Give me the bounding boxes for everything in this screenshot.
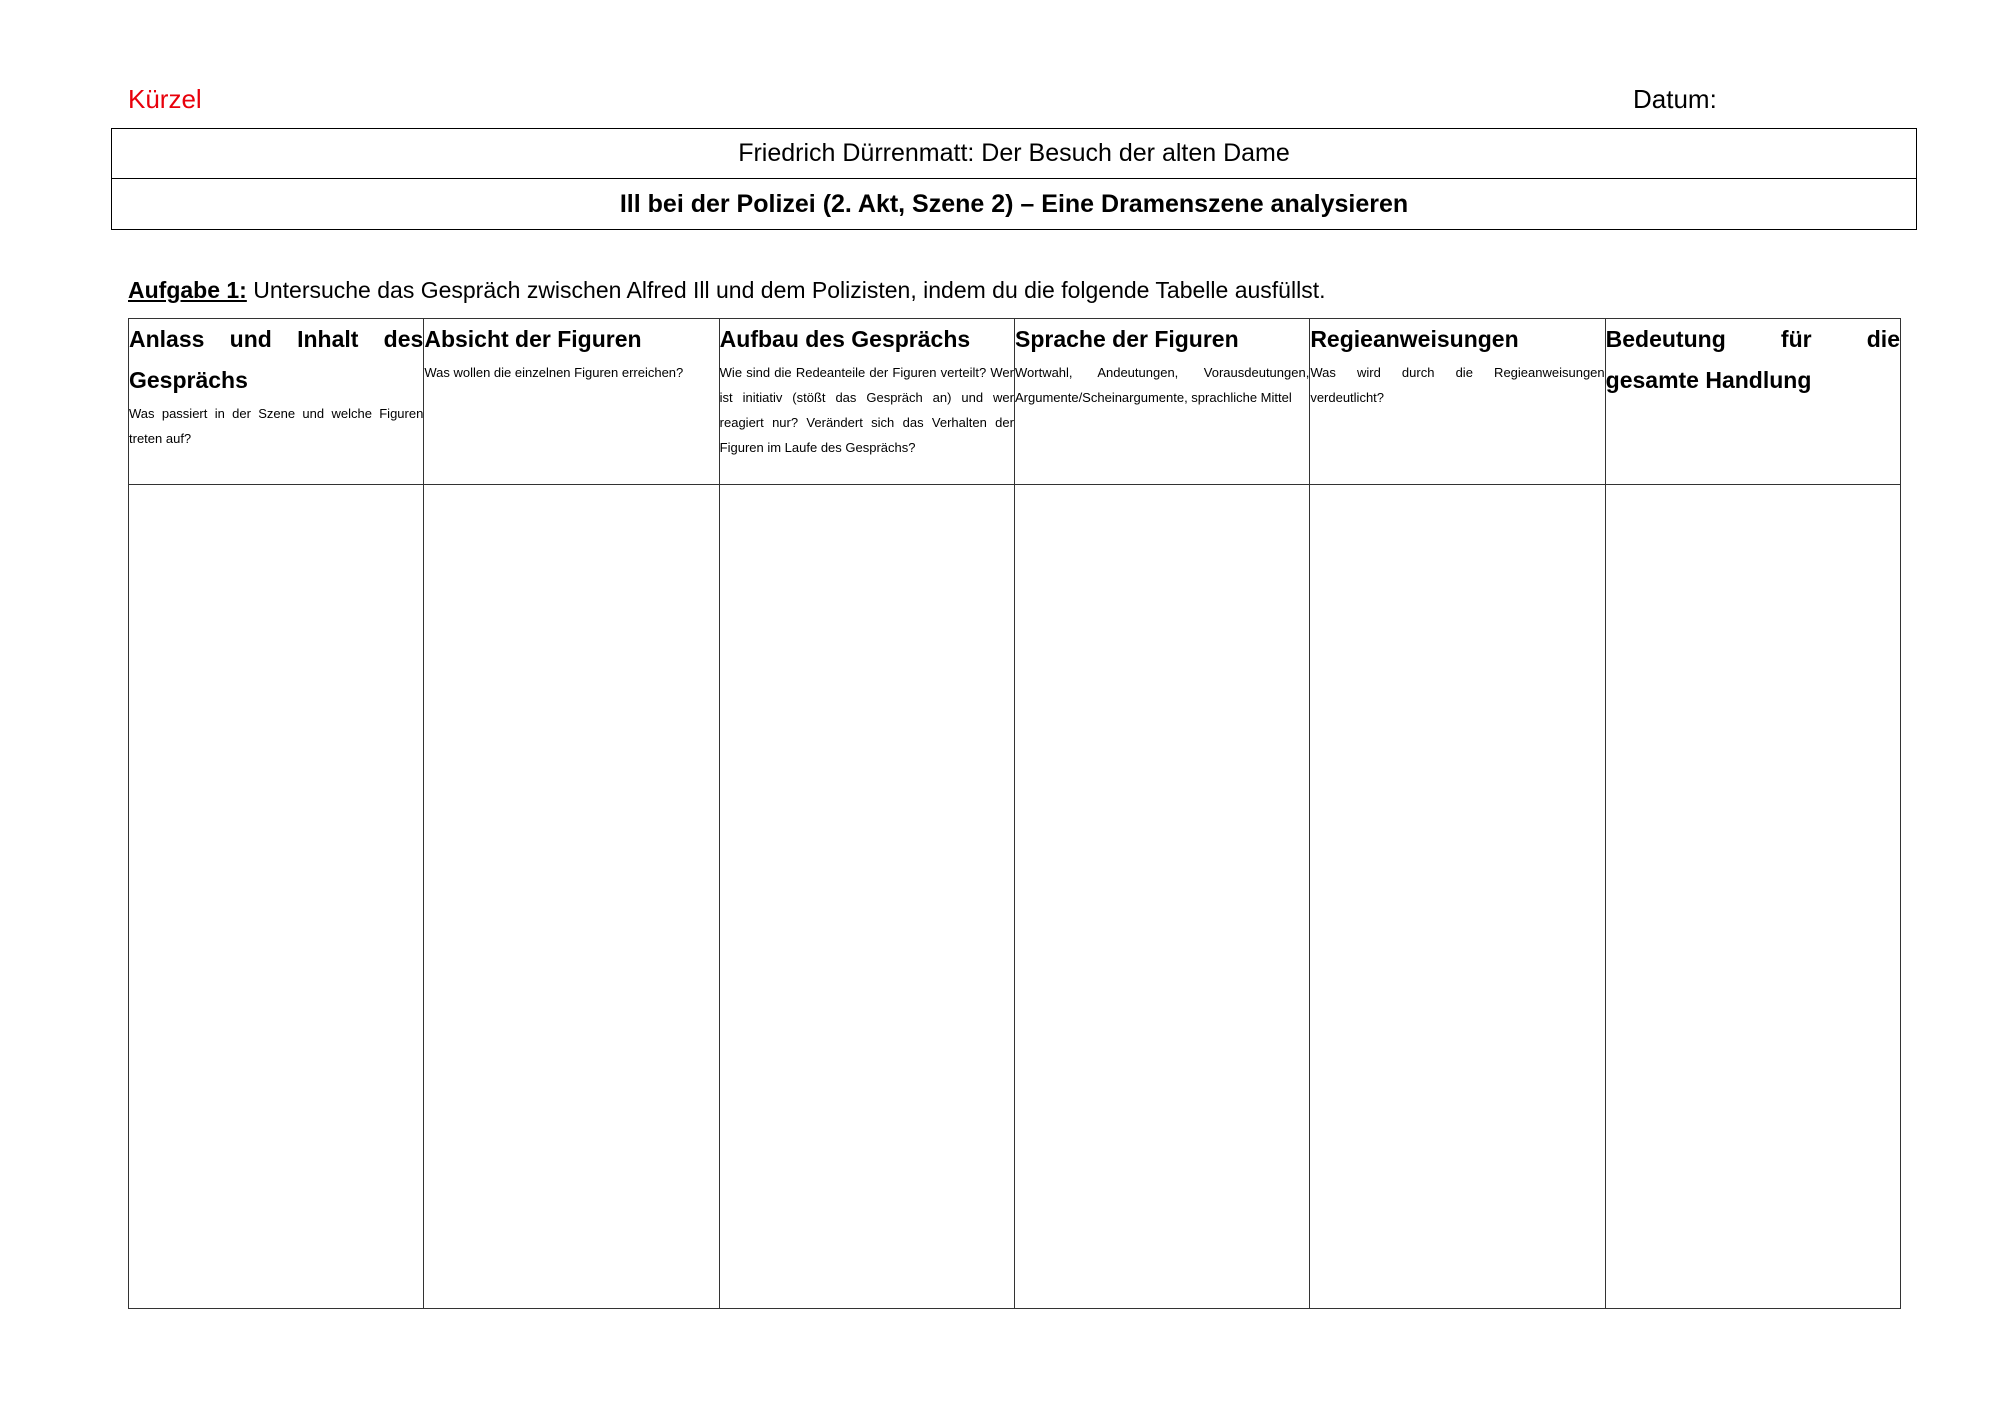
column-header-absicht	[424, 319, 719, 485]
column-hint: Was passiert in der Szene und welche Figuren treten auf?	[129, 406, 424, 446]
column-header-bedeutung	[1605, 319, 1900, 485]
column-title: Aufbau des Gesprächs	[719, 326, 971, 352]
column-title: Sprache der Figuren	[1014, 326, 1239, 352]
task-text: Untersuche das Gespräch zwischen Alfred Ill und dem Polizisten, indem du die folgende Tabelle ausfüllst.	[246, 277, 1326, 303]
task-label: Aufgabe 1:	[128, 277, 247, 303]
kuerzel-label: Kürzel	[128, 84, 202, 114]
analysis-table	[128, 318, 1901, 1309]
column-hint: Was wollen die einzelnen Figuren erreichen?	[424, 365, 684, 380]
answer-cell-regie[interactable]	[1310, 485, 1605, 1309]
column-header-sprache	[1014, 319, 1309, 485]
column-title: Absicht der Figuren	[424, 326, 642, 352]
column-title: Bedeutung für die gesamte Handlung	[1605, 326, 1900, 393]
answer-cell-aufbau[interactable]	[719, 485, 1014, 1309]
task-instruction	[128, 277, 1325, 304]
answer-cell-sprache[interactable]	[1014, 485, 1309, 1309]
column-header-aufbau	[719, 319, 1014, 485]
answer-cell-absicht[interactable]	[424, 485, 719, 1309]
column-title: Anlass und Inhalt des Gesprächs	[129, 326, 424, 393]
document-title: Friedrich Dürrenmatt: Der Besuch der alten Dame	[112, 129, 1916, 179]
column-hint: Was wird durch die Regieanweisungen verdeutlicht?	[1310, 365, 1605, 405]
table-header-row	[129, 319, 1901, 485]
column-hint: Wortwahl, Andeutungen, Vorausdeutungen, Argumente/Scheinargumente, sprachliche Mittel	[1014, 365, 1310, 405]
column-header-anlass	[129, 319, 424, 485]
column-title: Regieanweisungen	[1310, 326, 1519, 352]
column-hint: Wie sind die Redeanteile der Figuren verteilt? Wer ist initiativ (stößt das Gespräch an) und wer reagiert nur? Verändert sich das Verhalten der Figuren im Laufe des Gesprächs?	[719, 365, 1014, 455]
datum-label: Datum:	[1633, 84, 1717, 114]
column-header-regie	[1310, 319, 1605, 485]
title-box	[111, 128, 1917, 230]
document-subtitle: Ill bei der Polizei (2. Akt, Szene 2) – Eine Dramenszene analysieren	[619, 189, 1409, 218]
answer-cell-bedeutung[interactable]	[1605, 485, 1900, 1309]
answer-cell-anlass[interactable]	[129, 485, 424, 1309]
answer-row	[129, 485, 1901, 1309]
